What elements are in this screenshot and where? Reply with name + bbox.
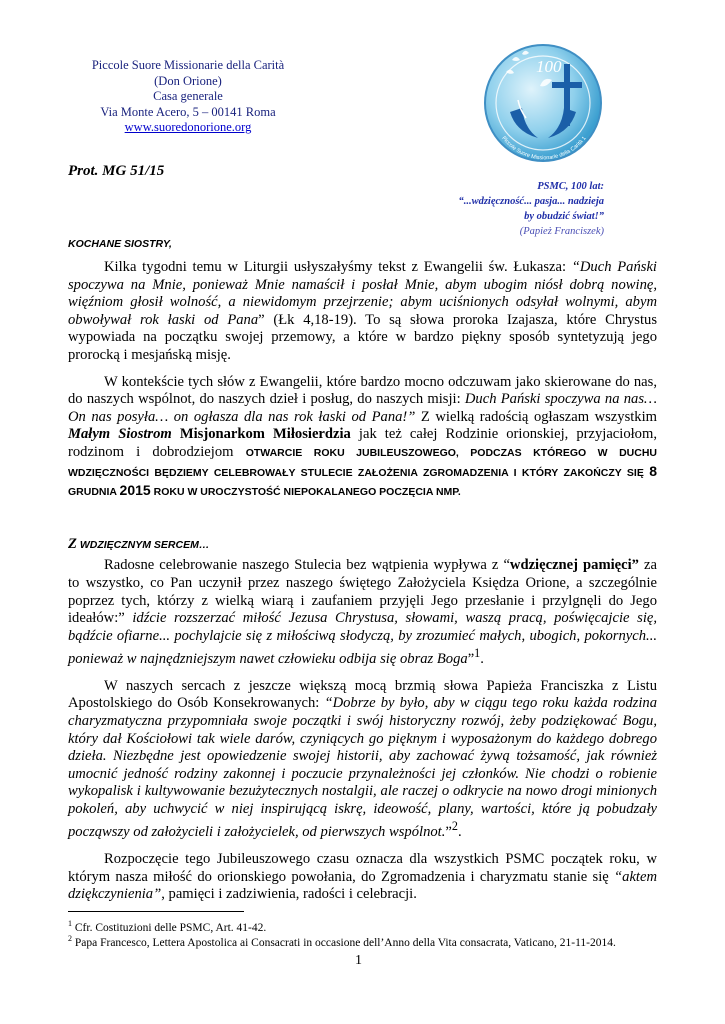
page-number: 1	[355, 953, 362, 968]
letter-body	[68, 259, 657, 913]
website-link[interactable]: www.suoredonorione.org	[124, 120, 252, 134]
paragraph-5: Rozpoczęcie tego Jubileuszowego czasu oznacza dla wszystkich PSMC początek roku, w którym nasza miłość do orionskiego powołania, do Zgromadzenia i charyzmatu stanie się “aktem dziękczynienia”, pamięci i zadziwienia, radości i celebracji.	[68, 850, 657, 903]
logo-ring-text: Piccole Suore Missionarie della Carità 1	[500, 135, 588, 162]
salutation: KOCHANE SIOSTRY,	[68, 238, 172, 250]
motto-line: PSMC, 100 lat:	[537, 181, 604, 192]
letterhead	[72, 58, 304, 136]
motto-line: “...wdzięczność... pasja... nadzieja	[458, 196, 604, 207]
paragraph-2: W kontekście tych słów z Ewangelii, które bardzo mocno odczuwam jako skierowane do nas, do naszych wspólnot, do naszych dzieł i posług, do naszych misji: Duch Pański spoczywa na nas… On nas posyła… on ogłasza dla nas rok łaski od Pana!” Z wielką radością ogłaszam wszystkim Małym Siostrom Misjonarkom Miłosierdzia jak też całej Rodzinie orionskiej, przyjaciołom, rodzinom i dobrodziejom OTWARCIE ROKU JUBILEUSZOWEGO, PODCZAS KTÓREGO W DUCHU WDZIĘCZNOŚCI BĘDZIEMY CELEBROWAŁY STULECIE ZAŁOŻENIA ZGROMADZENIA I KTÓRY ZAKOŃCZY SIĘ 8 GRUDNIA 2015 ROKU W UROCZYSTOŚĆ NIEPOKALANEGO POCZĘCIA NMP.	[68, 373, 658, 499]
section-heading: Z WDZIĘCZNYM SERCEM…	[68, 535, 210, 552]
logo-100-text: 100	[536, 57, 562, 76]
paragraph-4: W naszych sercach z jeszcze większą mocą brzmią słowa Papieża Franciszka z Listu Apostolskiego do Osób Konsekrowanych: “Dobrze by było, aby w ciągu tego roku każda rodzina charyzmatyczna przypomniała swoje początki i swój historyczny rozwój, żeby podziękować Bogu, który dał Kościołowi tak wiele darów, czyniących go pięknym i wyposażonym do każdego dobrego dzieła. Niezbędne jest opowiedzenie swojej historii, aby zachować żywą tożsamość, jak również umocnić jedność rodziny zakonnej i poczucie przynależności jej członków. Nie chodzi o robienie wykopalisk i kultywowanie bezużytecznych nostalgii, ale raczej o odkrycie na nowo drogi minionych pokoleń, aby uchwycić w niej inspirującą iskrę, ideowość, plany, wartości, które ją pobudzały począwszy od założycieli i założycielek, od pierwszych wspólnot.”$^2$.	[68, 677, 657, 841]
centenary-logo	[482, 42, 604, 164]
paragraph-3: Radosne celebrowanie naszego Stulecia bez wątpienia wypływa z “wdzięcznej pamięci” za to wszystko, co Pan uczynił przez naszego świętego Założyciela Księdza Orione, a szczególnie poprzez tych, którzy z wielką wiarą i zaufaniem przyjęli Jego przesłanie i przylgnęli do Jego ideałów:” idźcie rozszerzać miłość Jezusa Chrystusa, słowami, waszą pracą, poświęcajcie się, bądźcie ofiarne... pochylajcie się z miłościwą słodyczą, by zrozumieć małych, ubogich, pokornych... ponieważ w najnędzniejszym nawet człowieku odbija się obraz Boga”$^1$.	[68, 557, 657, 668]
footnote-1: $^1$ Cfr. Costituzioni delle PSMC, Art. 41-42.	[68, 919, 267, 934]
letterhead-line: Casa generale	[153, 89, 223, 103]
footnote-separator	[68, 911, 244, 912]
motto-line: by obudzić świat!”	[524, 211, 604, 222]
protocol-number: Prot. MG 51/15	[68, 163, 165, 179]
motto-block	[456, 179, 604, 239]
motto-author: (Papież Franciszek)	[519, 226, 604, 237]
footnote-2: $^2$ Papa Francesco, Lettera Apostolica ai Consacrati in occasione dell’Anno della Vita consacrata, Vaticano, 21-11-2014.	[68, 934, 616, 949]
paragraph-1: Kilka tygodni temu w Liturgii usłyszałyśmy tekst z Ewangelii św. Łukasza: “Duch Pański spoczywa na Mnie, ponieważ Mnie namaścił i posłał Mnie, abym ubogim niósł dobrą nowinę, więźniom głosił wolność, a niewidomym przejrzenie; abym uciśnionych odsyłał wolnymi, abym obwoływał rok łaski od Pana” (Łk 4,18-19). To są słowa proroka Izajasza, które Chrystus wypowiada na początku swojej przemowy, a które w bardzo piękny sposób syntetyzują jego prorocką i mesjańską misję.	[68, 259, 657, 363]
letterhead-line: Piccole Suore Missionarie della Carità	[91, 58, 285, 72]
letterhead-line: (Don Orione)	[154, 73, 222, 88]
letterhead-line: Via Monte Acero, 5 – 00141 Roma	[100, 104, 276, 119]
footnote-ref-2[interactable]: 2	[451, 819, 458, 834]
footnote-ref-1[interactable]: 1	[474, 646, 481, 661]
